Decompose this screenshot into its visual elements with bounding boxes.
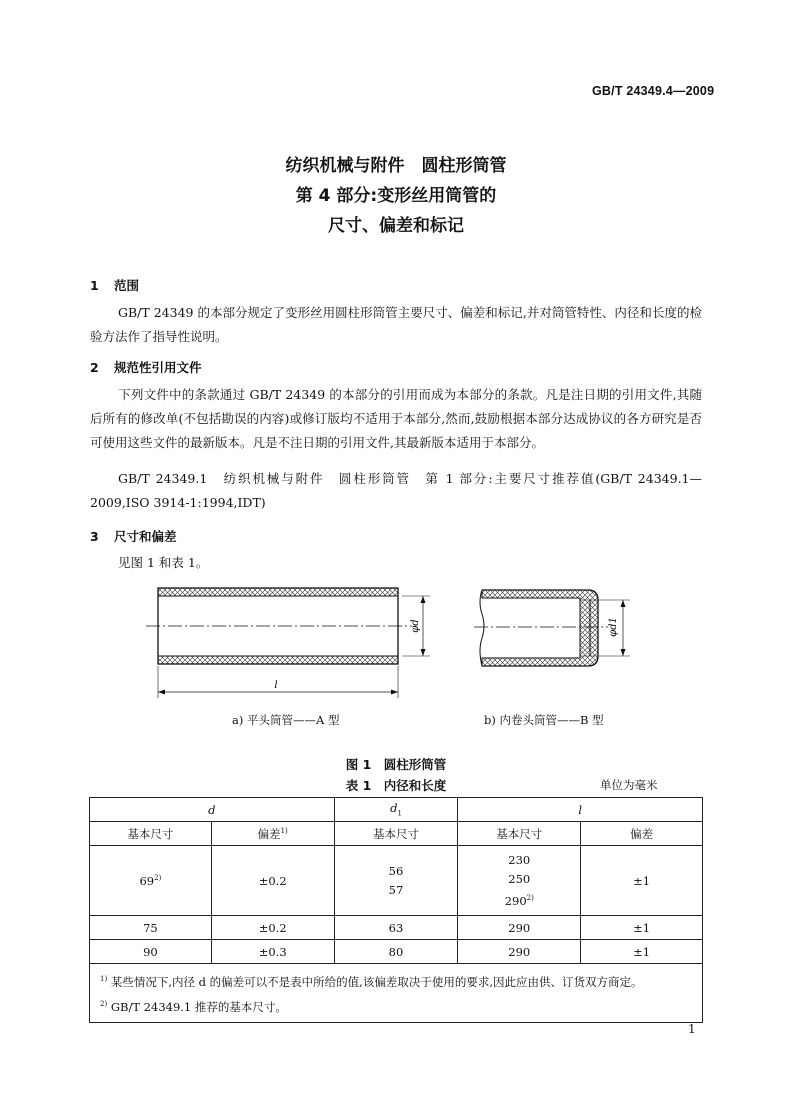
dimensions-table (89, 797, 703, 1023)
table-unit: 单位为毫米 (600, 778, 658, 792)
figure-caption-b: b) 内卷头筒管——B 型 (484, 713, 604, 727)
reference-item: GB/T 24349.1 纺织机械与附件 圆柱形筒管 第 1 部分:主要尺寸推荐值(GB/T 24349.1—2009,ISO 3914-1:1994,IDT) (90, 471, 702, 510)
figure-bobbin-drawings (140, 580, 660, 705)
document-title-line1: 纺织机械与附件 圆柱形筒管 (285, 156, 507, 176)
table-row (90, 940, 703, 964)
cell-l-deviation: ±1 (581, 916, 703, 940)
label-diameter-d1: φd1 (608, 617, 619, 637)
cell-d: 75 (90, 916, 212, 940)
section-number: 2 (90, 360, 99, 375)
table-column-header-row (90, 822, 703, 846)
col-header: 偏差$^{1)}$ (211, 822, 334, 846)
section-number: 3 (90, 529, 99, 544)
cell-d1: 63 (334, 916, 458, 940)
col-header: 基本尺寸 (458, 822, 581, 846)
group-header-d: d (90, 798, 335, 822)
bobbin-type-a-drawing (146, 588, 430, 698)
table-note: $^{1)}$ 某些情况下,内径 d 的偏差可以不是表中所给的值,该偏差取决于使用的要求,因此应由供、订货双方商定。 (100, 974, 643, 989)
table-row (90, 916, 703, 940)
label-diameter-d: φd (410, 619, 421, 633)
cell-l-deviation: ±1 (581, 940, 703, 964)
cell-l-deviation: ±1 (581, 846, 703, 916)
label-length-l: l (274, 680, 278, 691)
table-notes-row (90, 964, 703, 1023)
section-heading-references (90, 358, 202, 376)
figure-title: 图 1 圆柱形筒管 (345, 757, 447, 772)
see-figure-paragraph: 见图 1 和表 1。 (118, 555, 209, 570)
section-title: 尺寸和偏差 (114, 529, 177, 544)
table-row (90, 846, 703, 916)
cell-d: 69$^{2)}$ (90, 846, 212, 916)
table-title: 表 1 内径和长度 (345, 778, 447, 793)
cell-l: 290 (458, 940, 581, 964)
figure-caption-a: a) 平头筒管——A 型 (232, 713, 340, 727)
cell-d: 90 (90, 940, 212, 964)
col-header: 基本尺寸 (334, 822, 458, 846)
cell-d1: 56 57 (334, 846, 458, 916)
section-heading-dimensions (90, 527, 177, 545)
document-title-line3: 尺寸、偏差和标记 (328, 216, 464, 236)
cell-l: 290 (458, 916, 581, 940)
bobbin-type-b-drawing (474, 590, 630, 666)
standard-code: GB/T 24349.4—2009 (592, 84, 715, 98)
document-title-line2: 第 4 部分:变形丝用筒管的 (295, 186, 497, 206)
group-header-d1: $d_1$ (334, 798, 458, 822)
cell-l: 230 250 290$^{2)}$ (458, 846, 581, 916)
cell-d-deviation: ±0.2 (211, 846, 334, 916)
page-number: 1 (688, 1022, 696, 1036)
table-group-header-row (90, 798, 703, 822)
col-header: 基本尺寸 (90, 822, 212, 846)
section-title: 规范性引用文件 (114, 360, 202, 375)
scope-paragraph: GB/T 24349 的本部分规定了变形丝用圆柱形筒管主要尺寸、偏差和标记,并对筒管特性、内径和长度的检验方法作了指导性说明。 (90, 305, 702, 344)
cell-d-deviation: ±0.2 (211, 916, 334, 940)
section-title: 范围 (114, 278, 140, 293)
references-paragraph: 下列文件中的条款通过 GB/T 24349 的本部分的引用而成为本部分的条款。凡是注日期的引用文件,其随后所有的修改单(不包括勘误的内容)或修订版均不适用于本部分,然而,鼓励根据本部分达成协议的各方研究是否可使用这些文件的最新版本。凡是不注日期的引用文件,其最新版本适用于本部分。 (90, 387, 702, 450)
table-notes (90, 964, 703, 1023)
group-header-l: l (458, 798, 703, 822)
section-number: 1 (90, 278, 99, 293)
col-header: 偏差 (581, 822, 703, 846)
section-heading-scope (90, 276, 139, 294)
cell-d1: 80 (334, 940, 458, 964)
cell-d-deviation: ±0.3 (211, 940, 334, 964)
table-note: $^{2)}$ GB/T 24349.1 推荐的基本尺寸。 (100, 999, 287, 1014)
